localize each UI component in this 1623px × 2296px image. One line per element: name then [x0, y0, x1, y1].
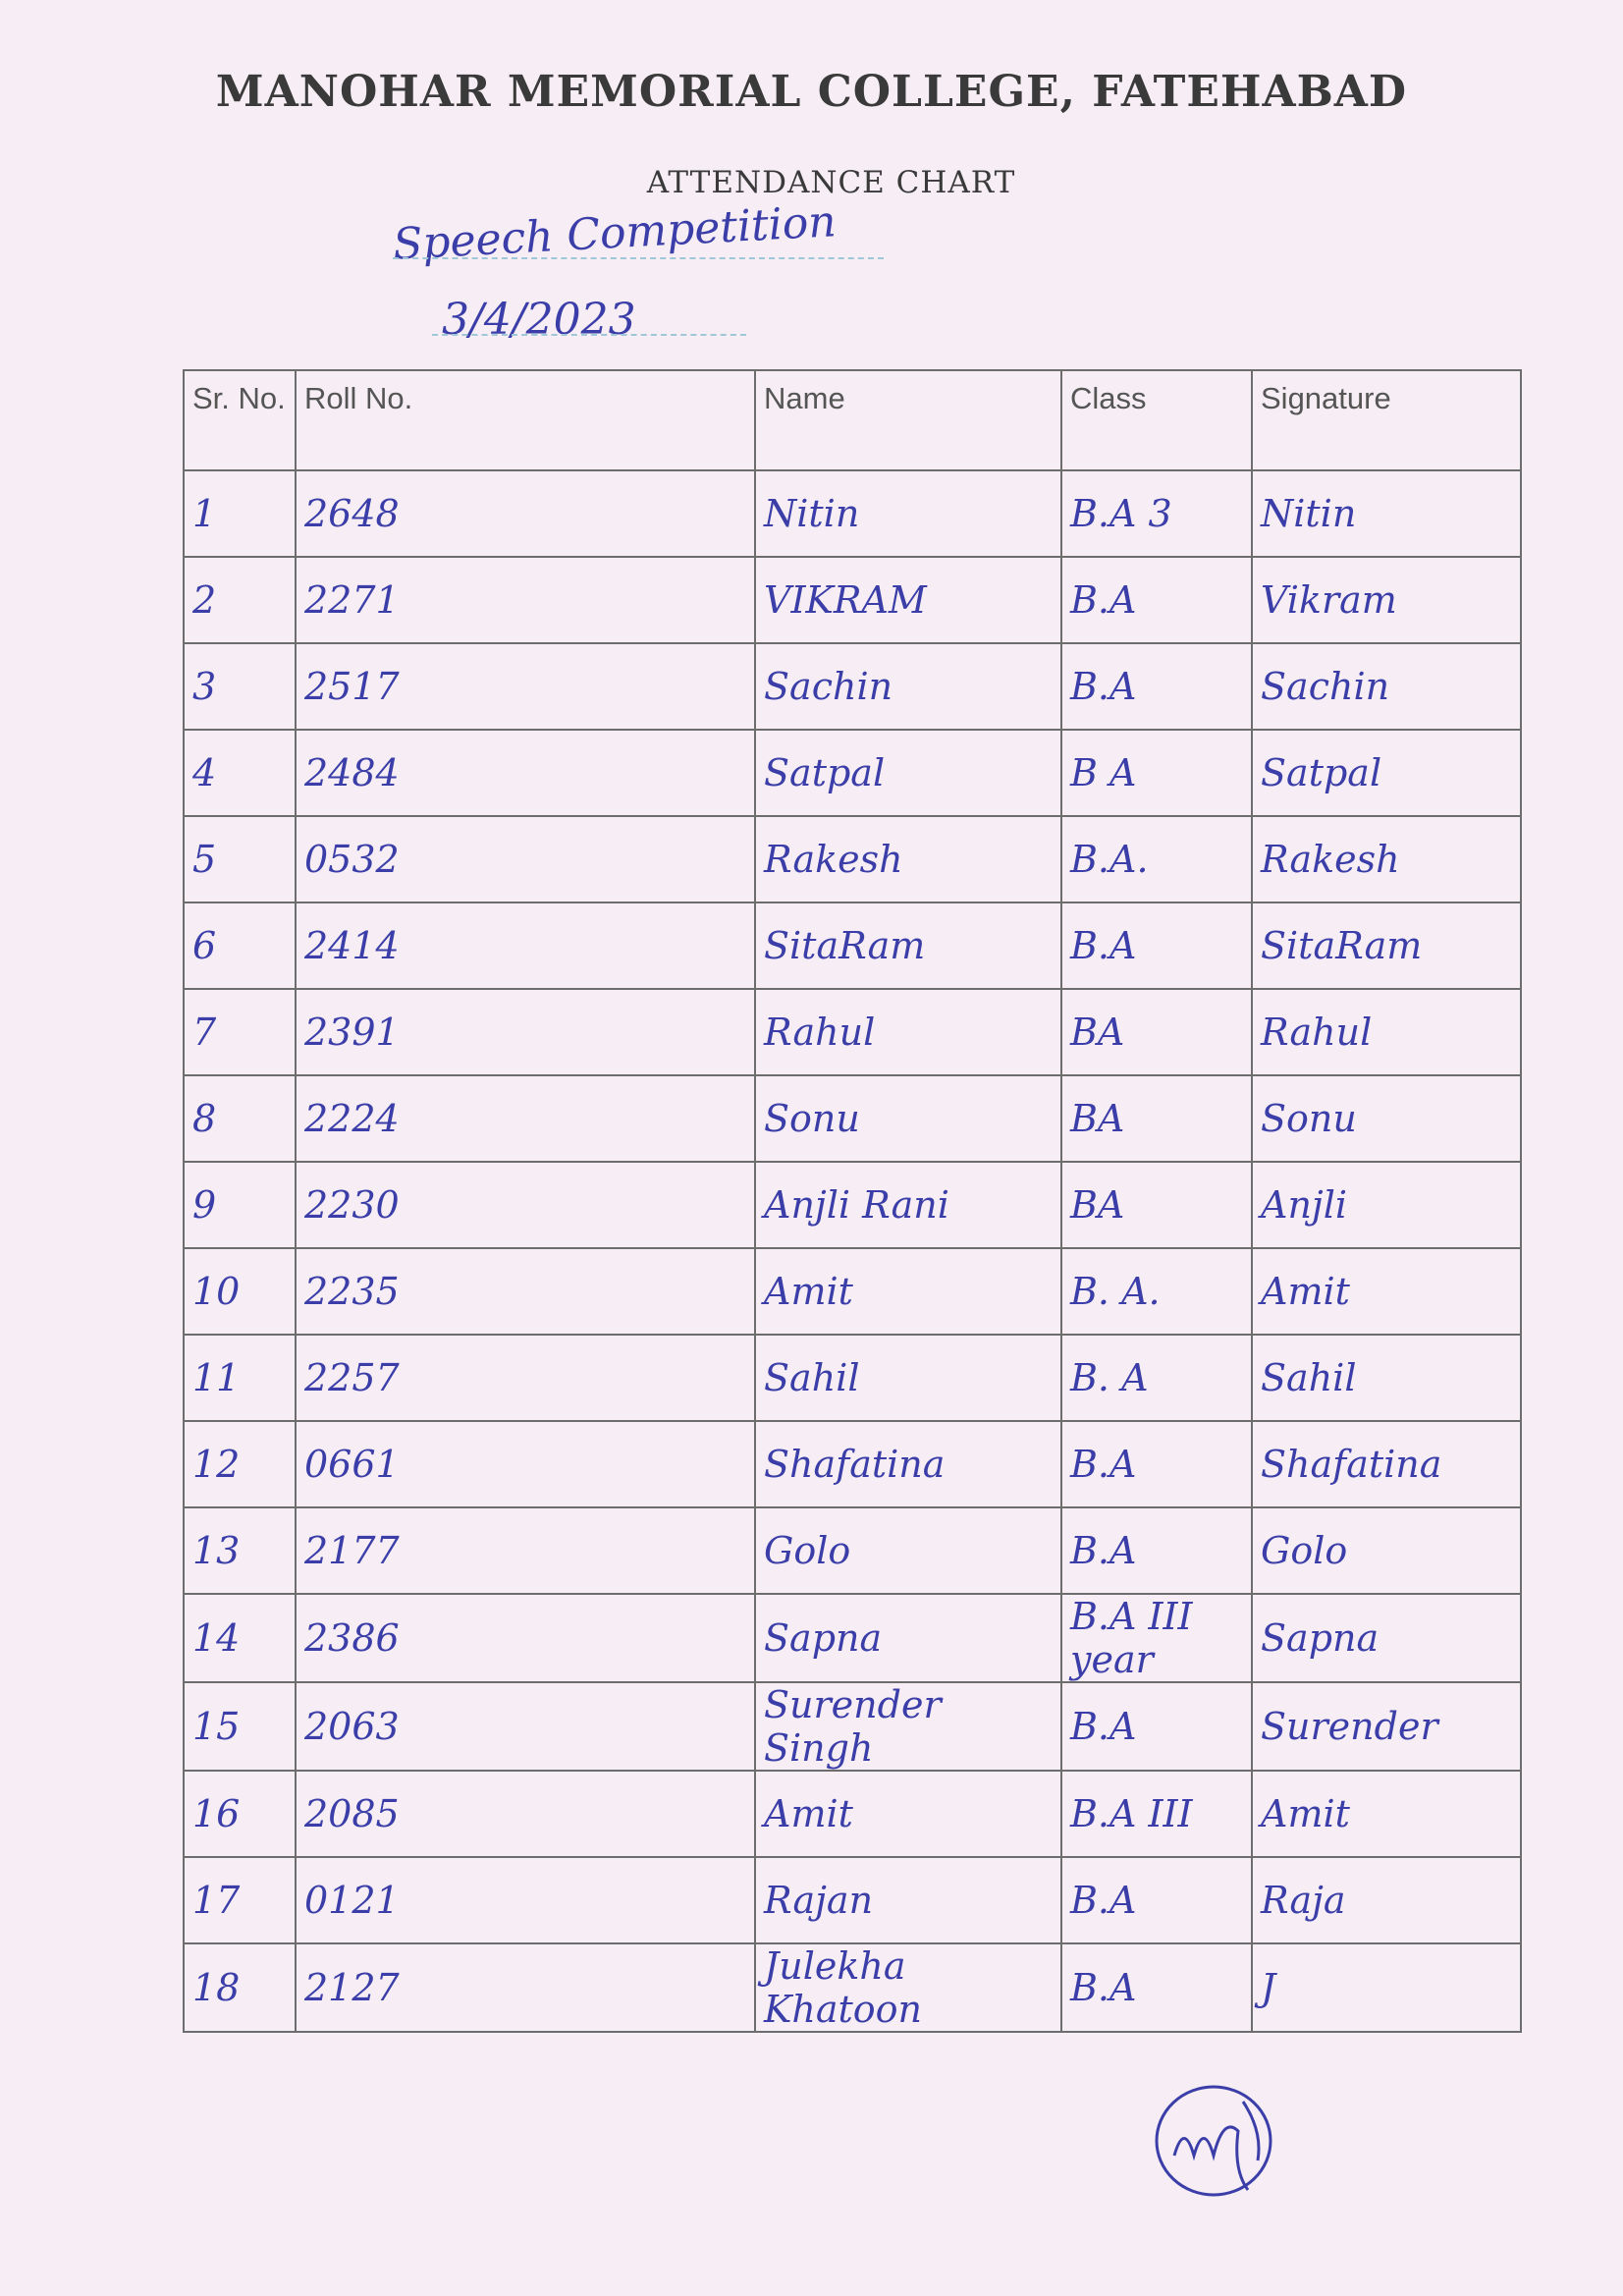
table-row — [184, 557, 1521, 643]
attendance-table — [183, 369, 1522, 2033]
row-roll-number: 0661 — [296, 1421, 755, 1507]
row-name: VIKRAM — [755, 557, 1061, 643]
row-class: BA — [1061, 1075, 1252, 1162]
table-row — [184, 730, 1521, 816]
row-class: B. A. — [1061, 1248, 1252, 1335]
row-roll-number: 2257 — [296, 1335, 755, 1421]
row-signature: Rakesh — [1252, 816, 1521, 902]
row-sr-number: 16 — [184, 1771, 296, 1857]
table-row — [184, 1771, 1521, 1857]
row-sr-number: 4 — [184, 730, 296, 816]
college-title: MANOHAR MEMORIAL COLLEGE, FATEHABAD — [215, 67, 1408, 117]
row-signature: Sachin — [1252, 643, 1521, 730]
row-sr-number: 7 — [184, 989, 296, 1075]
initials-signature-icon — [1145, 2062, 1292, 2210]
row-name: Amit — [755, 1771, 1061, 1857]
row-sr-number: 3 — [184, 643, 296, 730]
row-roll-number: 2127 — [296, 1943, 755, 2032]
row-signature: Sapna — [1252, 1594, 1521, 1682]
column-header-signature: Signature — [1252, 370, 1521, 470]
row-name: Shafatina — [755, 1421, 1061, 1507]
table-row — [184, 1857, 1521, 1943]
row-signature: Sonu — [1252, 1075, 1521, 1162]
row-class: B.A — [1061, 1682, 1252, 1771]
table-row — [184, 470, 1521, 557]
table-row — [184, 902, 1521, 989]
row-class: BA — [1061, 989, 1252, 1075]
row-signature: Sahil — [1252, 1335, 1521, 1421]
row-roll-number: 2386 — [296, 1594, 755, 1682]
row-sr-number: 15 — [184, 1682, 296, 1771]
event-note: Speech Competition — [391, 196, 838, 270]
row-class: B. A — [1061, 1335, 1252, 1421]
table-row — [184, 816, 1521, 902]
row-name: Rakesh — [755, 816, 1061, 902]
row-roll-number: 2271 — [296, 557, 755, 643]
row-signature: Surender — [1252, 1682, 1521, 1771]
table-row — [184, 1943, 1521, 2032]
table-row — [184, 1162, 1521, 1248]
row-roll-number: 2177 — [296, 1507, 755, 1594]
row-class: B.A — [1061, 1507, 1252, 1594]
row-class: B.A — [1061, 1857, 1252, 1943]
row-sr-number: 9 — [184, 1162, 296, 1248]
row-roll-number: 0532 — [296, 816, 755, 902]
row-sr-number: 5 — [184, 816, 296, 902]
row-name: Anjli Rani — [755, 1162, 1061, 1248]
row-roll-number: 2063 — [296, 1682, 755, 1771]
table-row — [184, 1335, 1521, 1421]
row-sr-number: 18 — [184, 1943, 296, 2032]
table-row — [184, 1594, 1521, 1682]
row-class: B.A — [1061, 643, 1252, 730]
row-name: Sapna — [755, 1594, 1061, 1682]
row-name: Satpal — [755, 730, 1061, 816]
row-roll-number: 2224 — [296, 1075, 755, 1162]
row-signature: Amit — [1252, 1248, 1521, 1335]
row-class: B.A — [1061, 557, 1252, 643]
row-name: Sonu — [755, 1075, 1061, 1162]
row-signature: Satpal — [1252, 730, 1521, 816]
row-roll-number: 2414 — [296, 902, 755, 989]
row-roll-number: 2230 — [296, 1162, 755, 1248]
row-name: Amit — [755, 1248, 1061, 1335]
column-header-name: Name — [755, 370, 1061, 470]
row-sr-number: 12 — [184, 1421, 296, 1507]
row-class: B A — [1061, 730, 1252, 816]
row-class: B.A — [1061, 1943, 1252, 2032]
row-name: Nitin — [755, 470, 1061, 557]
row-name: Sachin — [755, 643, 1061, 730]
row-roll-number: 2484 — [296, 730, 755, 816]
row-signature: Vikram — [1252, 557, 1521, 643]
row-class: B.A III — [1061, 1771, 1252, 1857]
row-sr-number: 1 — [184, 470, 296, 557]
table-row — [184, 643, 1521, 730]
row-sr-number: 10 — [184, 1248, 296, 1335]
row-roll-number: 2391 — [296, 989, 755, 1075]
table-row — [184, 1421, 1521, 1507]
row-name: Surender Singh — [755, 1682, 1061, 1771]
row-signature: Anjli — [1252, 1162, 1521, 1248]
table-row — [184, 1075, 1521, 1162]
table-row — [184, 1507, 1521, 1594]
row-name: Julekha Khatoon — [755, 1943, 1061, 2032]
row-class: BA — [1061, 1162, 1252, 1248]
table-row — [184, 989, 1521, 1075]
column-header-sr: Sr. No. — [184, 370, 296, 470]
row-roll-number: 2648 — [296, 470, 755, 557]
row-signature: Shafatina — [1252, 1421, 1521, 1507]
ruled-line — [393, 257, 884, 259]
row-signature: Raja — [1252, 1857, 1521, 1943]
table-body — [184, 470, 1521, 2032]
row-class: B.A III year — [1061, 1594, 1252, 1682]
row-roll-number: 0121 — [296, 1857, 755, 1943]
date-note: 3/4/2023 — [442, 295, 636, 345]
row-signature: SitaRam — [1252, 902, 1521, 989]
row-signature: Amit — [1252, 1771, 1521, 1857]
row-class: B.A — [1061, 1421, 1252, 1507]
row-class: B.A 3 — [1061, 470, 1252, 557]
row-sr-number: 2 — [184, 557, 296, 643]
row-name: SitaRam — [755, 902, 1061, 989]
row-roll-number: 2517 — [296, 643, 755, 730]
table-row — [184, 1248, 1521, 1335]
row-signature: Nitin — [1252, 470, 1521, 557]
row-sr-number: 14 — [184, 1594, 296, 1682]
row-name: Rahul — [755, 989, 1061, 1075]
row-signature: Rahul — [1252, 989, 1521, 1075]
row-roll-number: 2085 — [296, 1771, 755, 1857]
column-header-class: Class — [1061, 370, 1252, 470]
column-header-roll: Roll No. — [296, 370, 755, 470]
row-signature: Golo — [1252, 1507, 1521, 1594]
ruled-line — [432, 334, 746, 336]
row-class: B.A. — [1061, 816, 1252, 902]
row-name: Rajan — [755, 1857, 1061, 1943]
row-roll-number: 2235 — [296, 1248, 755, 1335]
row-signature: J — [1252, 1943, 1521, 2032]
row-sr-number: 11 — [184, 1335, 296, 1421]
row-name: Sahil — [755, 1335, 1061, 1421]
row-class: B.A — [1061, 902, 1252, 989]
row-sr-number: 17 — [184, 1857, 296, 1943]
row-sr-number: 13 — [184, 1507, 296, 1594]
table-row — [184, 1682, 1521, 1771]
row-name: Golo — [755, 1507, 1061, 1594]
row-sr-number: 6 — [184, 902, 296, 989]
table-header-row — [184, 370, 1521, 470]
chart-title: ATTENDANCE CHART — [646, 165, 1016, 200]
row-sr-number: 8 — [184, 1075, 296, 1162]
